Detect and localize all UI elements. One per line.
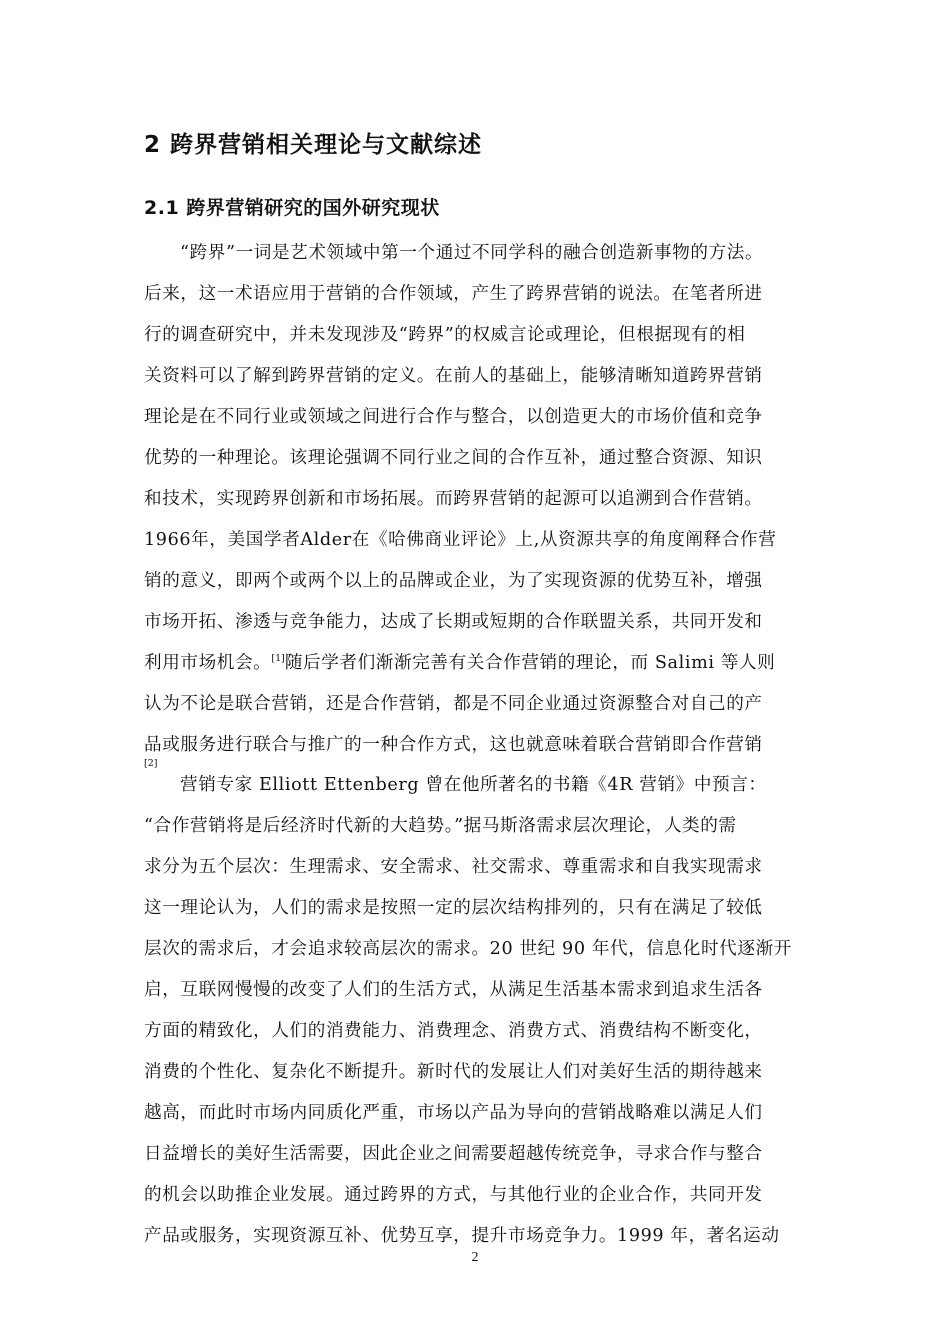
text-line: “跨界”一词是艺术领域中第一个通过不同学科的融合创造新事物的方法。 bbox=[180, 243, 764, 263]
text-line: 销的意义，即两个或两个以上的品牌或企业，为了实现资源的优势互补，增强 bbox=[144, 571, 763, 591]
text-line: 方面的精致化，人们的消费能力、消费理念、消费方式、消费结构不断变化， bbox=[144, 1021, 763, 1041]
text-line bbox=[144, 651, 824, 678]
text-line: 关资料可以了解到跨界营销的定义。在前人的基础上，能够清晰知道跨界营销 bbox=[144, 366, 763, 386]
text-line: 这一理论认为，人们的需求是按照一定的层次结构排列的，只有在满足了较低 bbox=[144, 898, 763, 918]
text-span: 利用市场机会。 bbox=[144, 653, 272, 673]
text-line: 优势的一种理论。该理论强调不同行业之间的合作互补，通过整合资源、知识 bbox=[144, 448, 763, 468]
text-line: 产品或服务，实现资源互补、优势互享，提升市场竞争力。1999 年，著名运动 bbox=[144, 1226, 780, 1246]
text-line: “合作营销将是后经济时代新的大趋势。”据马斯洛需求层次理论，人类的需 bbox=[144, 816, 737, 836]
text-line: 认为不论是联合营销，还是合作营销，都是不同企业通过资源整合对自己的产 bbox=[144, 694, 763, 714]
text-line: 和技术，实现跨界创新和市场拓展。而跨界营销的起源可以追溯到合作营销。 bbox=[144, 489, 763, 509]
text-line: 启，互联网慢慢的改变了人们的生活方式，从满足生活基本需求到追求生活各 bbox=[144, 980, 763, 1000]
chapter-heading: 2 跨界营销相关理论与文献综述 bbox=[144, 132, 483, 158]
text-line: 日益增长的美好生活需要，因此企业之间需要超越传统竞争，寻求合作与整合 bbox=[144, 1144, 763, 1164]
text-line: 市场开拓、渗透与竞争能力，达成了长期或短期的合作联盟关系，共同开发和 bbox=[144, 612, 763, 632]
page-number: 2 bbox=[471, 1250, 479, 1265]
text-line: 越高，而此时市场内同质化严重，市场以产品为导向的营销战略难以满足人们 bbox=[144, 1103, 763, 1123]
citation-ref: [1] bbox=[271, 653, 285, 664]
text-line: 求分为五个层次：生理需求、安全需求、社交需求、尊重需求和自我实现需求 bbox=[144, 857, 763, 877]
text-line: 1966年，美国学者Alder在《哈佛商业评论》上,从资源共享的角度阐释合作营 bbox=[144, 530, 777, 550]
text-line: 理论是在不同行业或领域之间进行合作与整合，以创造更大的市场价值和竞争 bbox=[144, 407, 763, 427]
text-line: 行的调查研究中，并未发现涉及“跨界”的权威言论或理论，但根据现有的相 bbox=[144, 325, 746, 345]
text-line: 品或服务进行联合与推广的一种合作方式，这也就意味着联合营销即合作营销 bbox=[144, 735, 763, 755]
text-line: 消费的个性化、复杂化不断提升。新时代的发展让人们对美好生活的期待越来 bbox=[144, 1062, 763, 1082]
citation-ref: [2] bbox=[144, 758, 158, 769]
text-line: 后来，这一术语应用于营销的合作领域，产生了跨界营销的说法。在笔者所进 bbox=[144, 284, 763, 304]
text-line: 营销专家 Elliott Ettenberg 曾在他所著名的书籍《4R 营销》中预言： bbox=[180, 775, 767, 795]
text-line: 层次的需求后，才会追求较高层次的需求。20 世纪 90 年代，信息化时代逐渐开 bbox=[144, 939, 792, 959]
section-heading: 2.1 跨界营销研究的国外研究现状 bbox=[144, 197, 440, 219]
text-span: 随后学者们渐渐完善有关合作营销的理论，而 Salimi 等人则 bbox=[284, 653, 776, 673]
text-line: 的机会以助推企业发展。通过跨界的方式，与其他行业的企业合作，共同开发 bbox=[144, 1185, 763, 1205]
